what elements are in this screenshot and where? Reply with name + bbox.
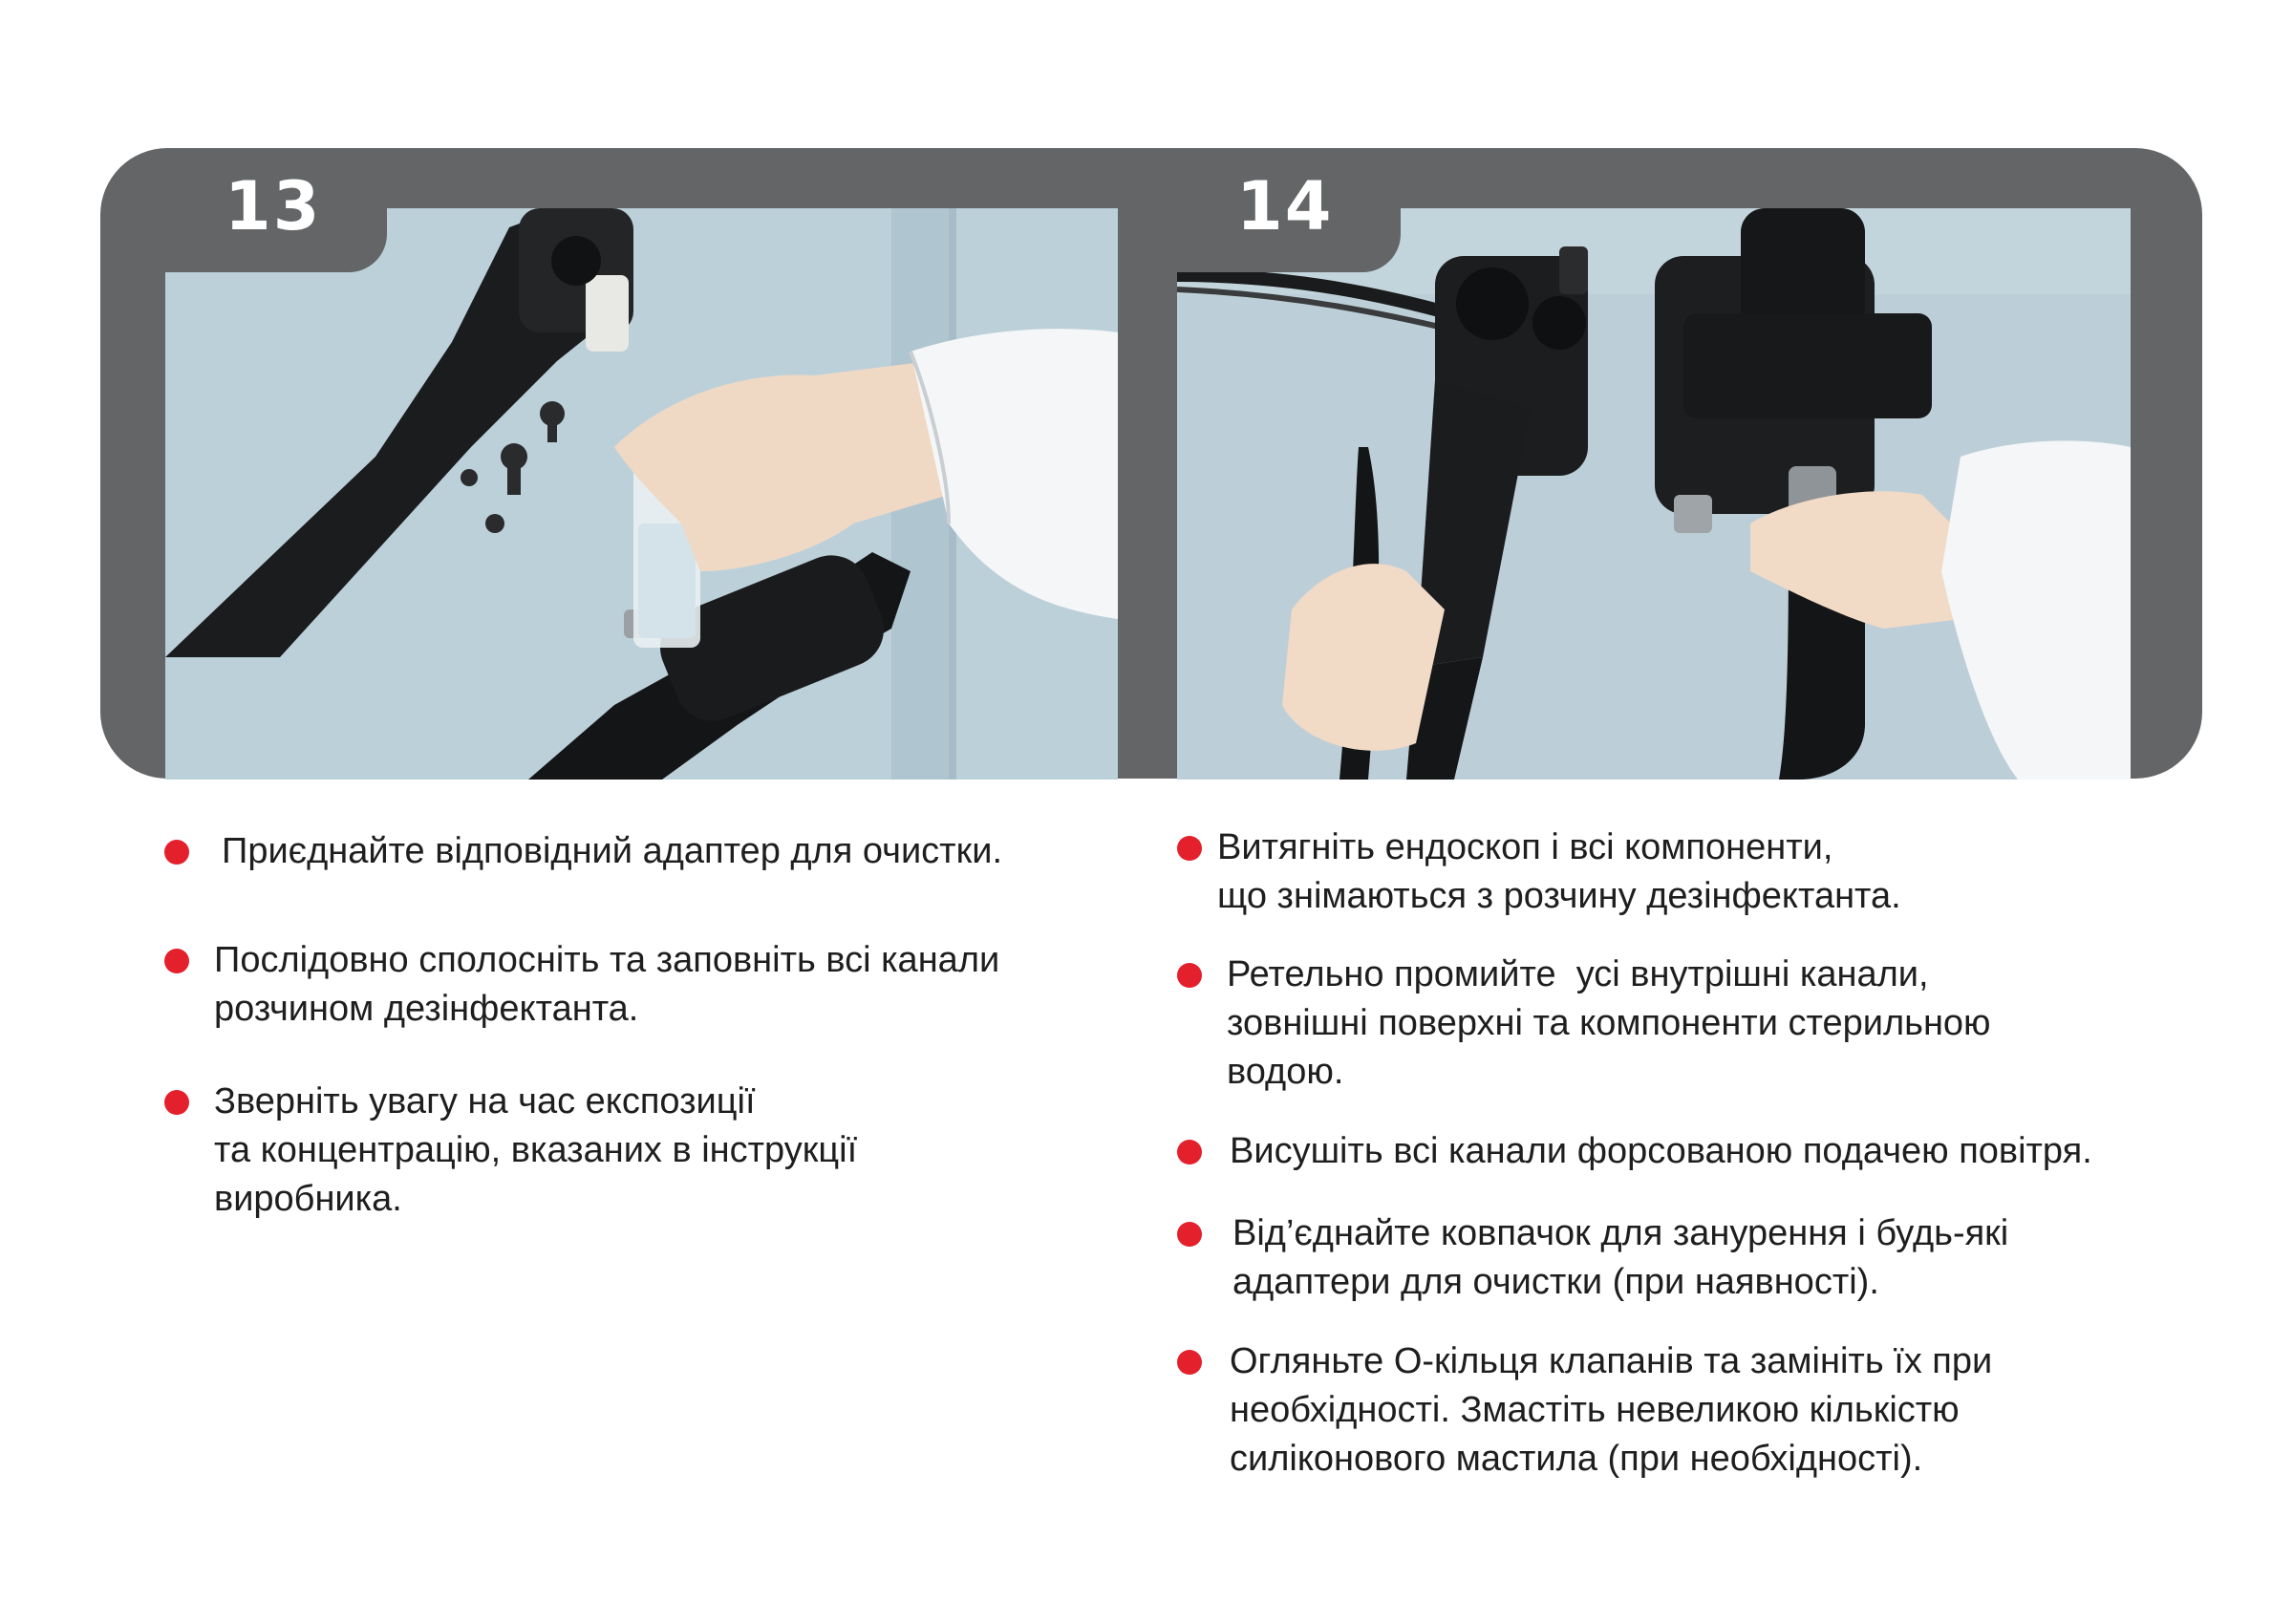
bullet-dot-icon — [164, 840, 189, 865]
bullet-text: Від’єднайте ковпачок для занурення і будь-які адаптери для очистки (при наявності). — [1232, 1213, 2009, 1302]
step-14-number: 14 — [1236, 167, 1334, 246]
bullet-dot-icon — [1177, 1140, 1202, 1165]
bullet-text: Висушіть всі канали форсованою подачею повітря. — [1230, 1131, 2092, 1171]
bullet-dot-icon — [164, 949, 189, 973]
bullet-text: Ретельно промийте усі внутрішні канали, зовнішні поверхні та компоненти стерильною водою. — [1227, 954, 1991, 1092]
step-13-number: 13 — [225, 167, 322, 246]
bullet-text: Приєднайте відповідний адаптер для очистки. — [222, 831, 1002, 871]
bullet-text: Огляньте О-кільця клапанів та замініть їх при необхідності. Змастіть невеликою кількістю силіконового мастила (при необхідності). — [1230, 1341, 1993, 1479]
bullet-dot-icon — [1177, 836, 1202, 861]
bullet-text: Зверніть увагу на час експозиції та концентрацію, вказаних в інструкції виробника. — [214, 1081, 858, 1219]
bullet-text: Витягніть ендоскоп і всі компоненти, що знімаються з розчину дезінфектанта. — [1217, 827, 1901, 916]
bullet-dot-icon — [1177, 963, 1202, 988]
endoscope-removal-photo — [1177, 208, 2131, 780]
bullet-dot-icon — [1177, 1222, 1202, 1247]
bullet-text: Послідовно сполосніть та заповніть всі канали розчином дезінфектанта. — [214, 940, 1000, 1029]
endoscope-channel-flush-photo — [165, 208, 1118, 780]
bullet-dot-icon — [1177, 1350, 1202, 1375]
bullet-dot-icon — [164, 1090, 189, 1115]
